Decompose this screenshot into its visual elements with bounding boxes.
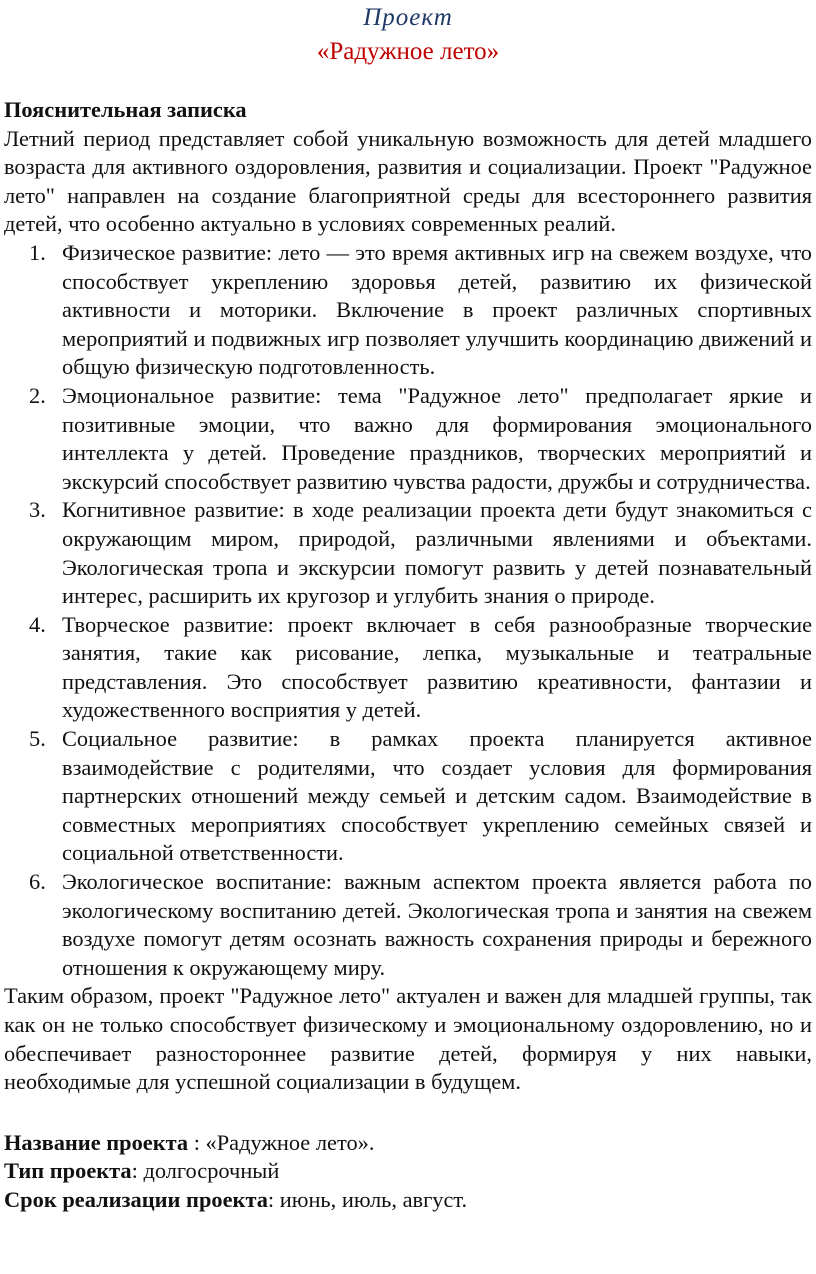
development-list [4,239,812,982]
explanatory-note [4,96,812,1215]
project-meta [4,1129,812,1215]
project-type-label: Тип проекта [4,1158,132,1184]
list-item [4,725,812,868]
section-heading: Пояснительная записка [4,97,247,122]
list-item-text: важным аспектом проекта является работа по экологическому воспитанию детей. Экологическая тропа и занятия на свежем воздухе помогут детям осознать важность сохранения природы и бережного отношения к окружающему миру. [62,869,813,980]
list-item-title: Эмоциональное развитие: [62,382,322,408]
project-term-label: Срок реализации проекта [4,1186,268,1212]
list-item-text: в рамках проекта планируется активное взаимодействие с родителями, что создает условия для формирования партнерских отношений между семьей и детским садом. Взаимодействие в совместных мероприятиях способствует укреплению семейных связей и социальной ответственности. [62,726,812,866]
list-item-number: 6. [29,869,46,895]
project-name-row [4,1129,812,1158]
list-item-title: Когнитивное развитие: [62,497,285,523]
project-name-label: Название проекта [4,1129,189,1155]
list-item [4,496,812,610]
list-item-number: 3. [29,497,46,523]
intro-paragraph: Летний период представляет собой уникальную возможность для детей младшего возраста для активного оздоровления, развития и социализации. Проект "Радужное лето" направлен на создание благоприятной среды для всестороннего развития детей, что особенно актуально в условиях современных реалий. [4,125,812,237]
list-item [4,382,812,496]
list-item-title: Творческое развитие: [62,611,274,637]
list-item-number: 2. [29,382,46,408]
list-item-title: Социальное развитие: [62,726,299,752]
list-item-text: тема "Радужное лето" предполагает яркие и позитивные эмоции, что важно для формирования эмоционального интеллекта у детей. Проведение праздников, творческих мероприятий и экскурсий способствует развитию чувства радости, дружбы и сотрудничества. [62,382,812,494]
project-term-value: : июнь, июль, август. [267,1186,468,1212]
project-name-value: : «Радужное лето». [188,1129,375,1155]
project-title-label: Проект [363,4,453,31]
list-item [4,239,812,382]
project-type-value: : долгосрочный [131,1158,280,1184]
list-item [4,868,812,982]
list-item-number: 4. [29,611,46,637]
list-item-title: Физическое развитие: [62,239,273,265]
project-type-row [4,1157,812,1186]
list-item-text: в ходе реализации проекта дети будут знакомиться с окружающим миром, природой, различными явлениями и объектами. Экологическая тропа и экскурсии помогут развить у детей познавательный интерес, расширить их кругозор и углубить знания о природе. [62,497,812,609]
document-page [4,0,812,1215]
list-item-text: лето — это время активных игр на свежем воздухе, что способствует укреплению здоровья детей, развитию их физической активности и моторики. Включение в проект различных спортивных мероприятий и подвижных игр позволяет улучшить координацию движений и общую физическую подготовленность. [62,239,812,380]
list-item-text: проект включает в себя разнообразные творческие занятия, такие как рисование, лепка, музыкальные и театральные представления. Это способствует развитию креативности, фантазии и художественного восприятия у детей. [62,611,813,723]
project-term-row [4,1186,812,1215]
list-item-number: 5. [29,726,46,752]
list-item-number: 1. [29,239,46,265]
list-item-title: Экологическое воспитание: [62,869,333,895]
conclusion-paragraph: Таким образом, проект "Радужное лето" актуален и важен для младшей группы, так как он не только способствует физическому и эмоциональному оздоровлению, но и обеспечивает разностороннее развитие детей, формируя у них навыки, необходимые для успешной социализации в будущем. [4,983,812,1095]
project-title-name: «Радужное лето» [316,38,500,65]
list-item [4,611,812,725]
